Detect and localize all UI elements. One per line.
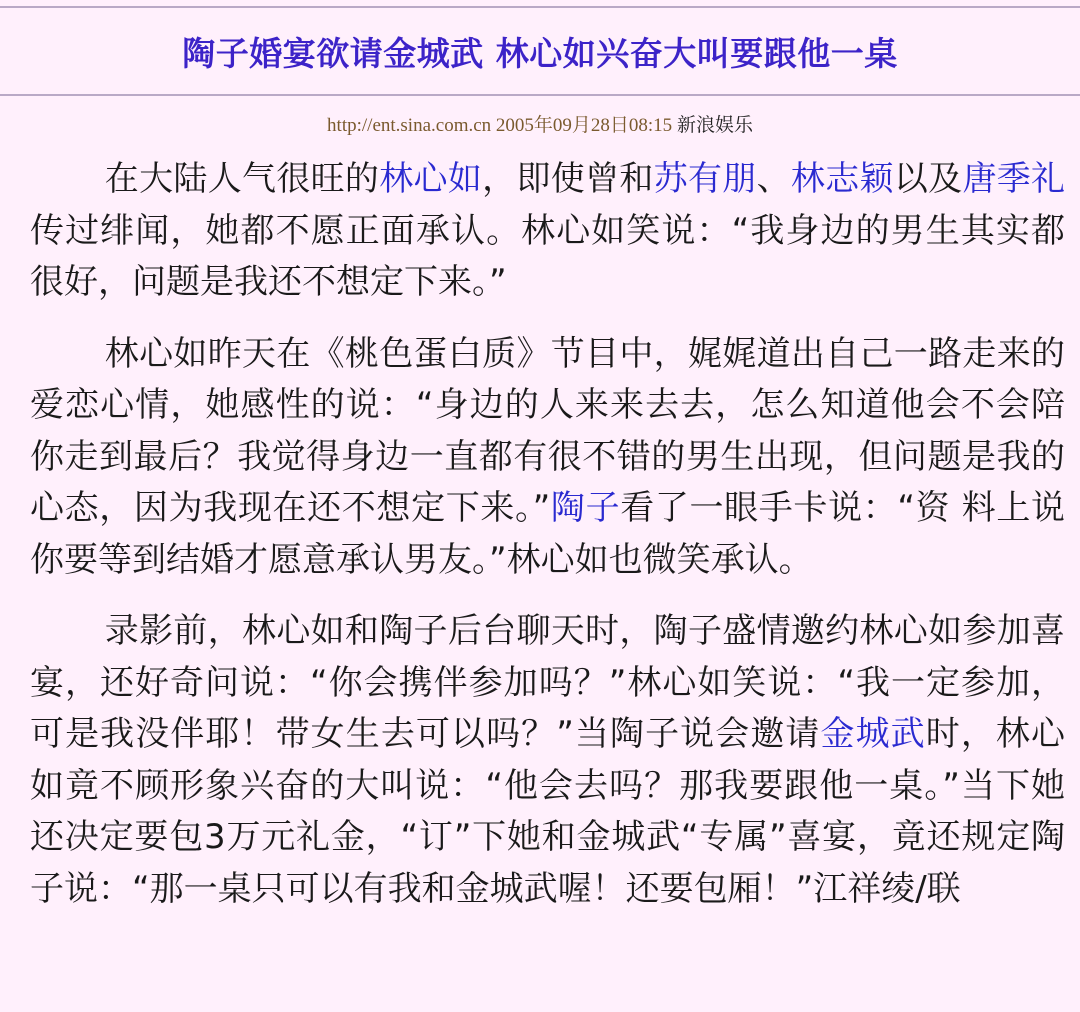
text-run: 录影前，林心如和陶子后台聊天时，陶子盛情邀约林心如参加喜宴，还好奇问说：“你会携伴参加吗？”林心如笑说：“我一定参加，可是我没伴耶！带女生去可以吗？”当陶子说会邀请 (30, 611, 1065, 754)
text-run: 时，林心如竟不顾形象兴奋的大叫说：“他会去吗？那我要跟他一桌。”当下她还决定要包3万元礼金，“订”下她和金城武“专属”喜宴，竟还规定陶子说：“那一桌只可以有我和金城武喔！还要包厢！”江祥绫/联 (30, 714, 1065, 909)
text-run: 看了一眼手卡说：“资 料上说你要等到结婚才愿意承认男友。”林心如也微笑承认。 (30, 488, 1066, 580)
source-url-link[interactable]: http://ent.sina.com.cn (327, 115, 492, 136)
top-divider (0, 6, 1080, 8)
text-run: 林心如昨天在《桃色蛋白质》节目中，娓娓道出自己一路走来的爱恋心情，她感性的说：“身边的人来来去去，怎么知道他会不会陪你走到最后？我觉得身边一直都有很不错的男生出现，但问题是我的心态，因为我现在还不想定下来。” (30, 333, 1065, 528)
paragraph-1 (30, 154, 1065, 309)
text-run: 传过绯闻，她都不愿正面承认。林心如笑说：“我身边的男生其实都很好，问题是我还不想定下来。” (30, 210, 1065, 302)
text-run: 在大陆人气很旺的 (104, 159, 380, 199)
text-run: 以及 (893, 159, 963, 199)
text-run: ，即使曾和 (482, 159, 654, 199)
publish-datetime: 2005年09月28日08:15 (495, 115, 673, 136)
paragraph-2 (30, 329, 1065, 587)
news-source: 新浪娱乐 (676, 115, 753, 136)
person-link-taozi[interactable]: 陶子 (550, 488, 621, 528)
paragraph-3 (30, 606, 1065, 915)
text-run: 、 (756, 159, 791, 199)
title-divider (0, 94, 1080, 96)
article-headline: 陶子婚宴欲请金城武 林心如兴奋大叫要跟他一桌 (182, 34, 898, 73)
person-link-lin-zhiying[interactable]: 林志颖 (790, 159, 894, 199)
article-body (30, 154, 1065, 935)
article-meta (0, 112, 1080, 140)
person-link-jin-chengwu[interactable]: 金城武 (820, 714, 926, 754)
person-link-lin-xinru[interactable]: 林心如 (379, 159, 483, 199)
person-link-tang-jili[interactable]: 唐季礼 (962, 159, 1066, 199)
person-link-su-youpeng[interactable]: 苏有朋 (653, 159, 757, 199)
